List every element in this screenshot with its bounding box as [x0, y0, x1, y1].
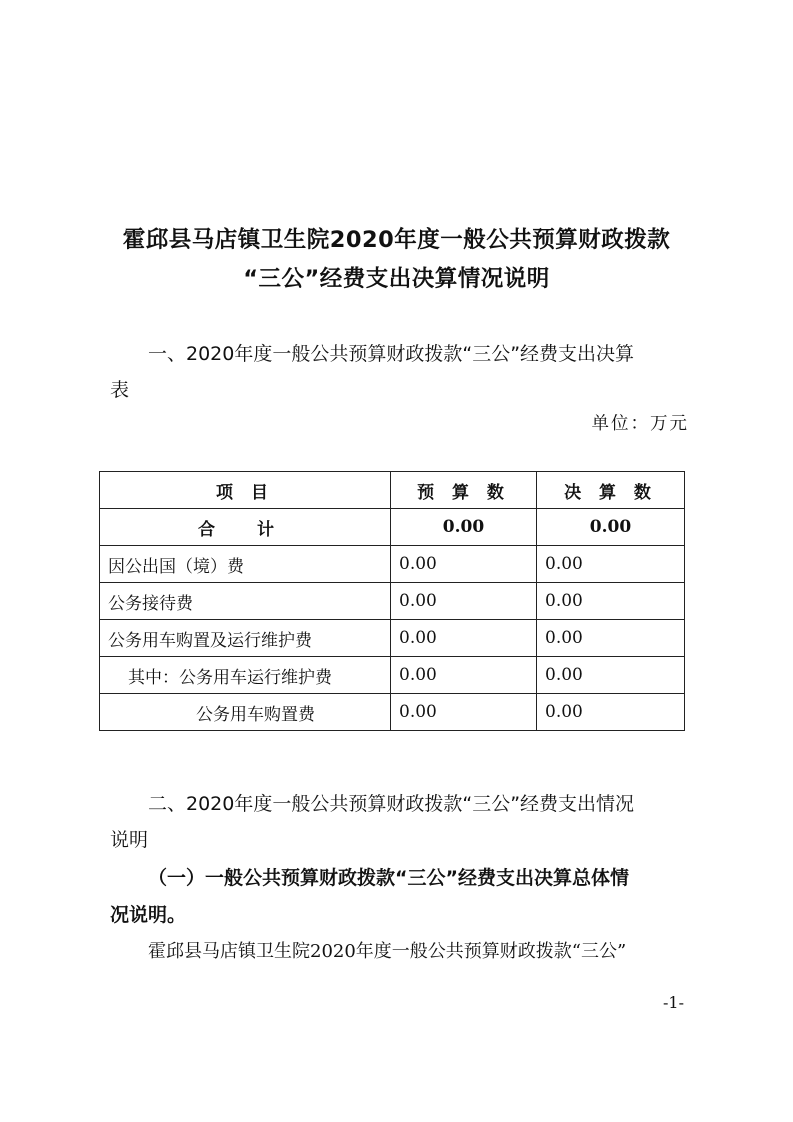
table-row — [100, 657, 685, 694]
row-budget: 0.00 — [391, 694, 537, 731]
body-paragraph: 霍邱县马店镇卫生院2020年度一般公共预算财政拨款“三公” — [148, 941, 627, 962]
section-2-heading-continued: 说明 — [110, 829, 149, 851]
row-label: 公务用车购置费 — [100, 694, 391, 731]
table-row — [100, 620, 685, 657]
subsection-1-heading: （一）一般公共预算财政拨款“三公”经费支出决算总体情 — [148, 867, 629, 889]
row-final: 0.00 — [537, 583, 685, 620]
total-budget: 0.00 — [391, 509, 537, 546]
table-row — [100, 546, 685, 583]
row-budget: 0.00 — [391, 583, 537, 620]
total-label: 合 计 — [100, 509, 391, 546]
row-budget: 0.00 — [391, 620, 537, 657]
table-header-row — [100, 472, 685, 509]
column-header-item: 项 目 — [100, 472, 391, 509]
section-1-heading-continued: 表 — [110, 379, 130, 401]
table-row — [100, 694, 685, 731]
row-final: 0.00 — [537, 546, 685, 583]
row-label: 公务用车购置及运行维护费 — [100, 620, 391, 657]
row-final: 0.00 — [537, 694, 685, 731]
total-final: 0.00 — [537, 509, 685, 546]
table-row — [100, 583, 685, 620]
column-header-final: 决 算 数 — [537, 472, 685, 509]
table-total-row — [100, 509, 685, 546]
document-title-line-1: 霍邱县马店镇卫生院2020年度一般公共预算财政拨款 — [122, 227, 671, 253]
three-public-expenses-table — [99, 471, 685, 731]
section-2-heading: 二、2020年度一般公共预算财政拨款“三公”经费支出情况 — [148, 793, 635, 815]
section-1-heading: 一、2020年度一般公共预算财政拨款“三公”经费支出决算 — [148, 343, 635, 365]
page-number: -1- — [663, 993, 684, 1012]
row-final: 0.00 — [537, 657, 685, 694]
row-final: 0.00 — [537, 620, 685, 657]
row-label: 公务接待费 — [100, 583, 391, 620]
unit-label: 单位：万元 — [591, 414, 689, 434]
row-label: 因公出国（境）费 — [100, 546, 391, 583]
row-budget: 0.00 — [391, 657, 537, 694]
column-header-budget: 预 算 数 — [391, 472, 537, 509]
document-title-line-2: “三公”经费支出决算情况说明 — [243, 266, 550, 292]
row-budget: 0.00 — [391, 546, 537, 583]
row-label: 其中：公务用车运行维护费 — [100, 657, 391, 694]
subsection-1-heading-continued: 况说明。 — [110, 904, 187, 926]
